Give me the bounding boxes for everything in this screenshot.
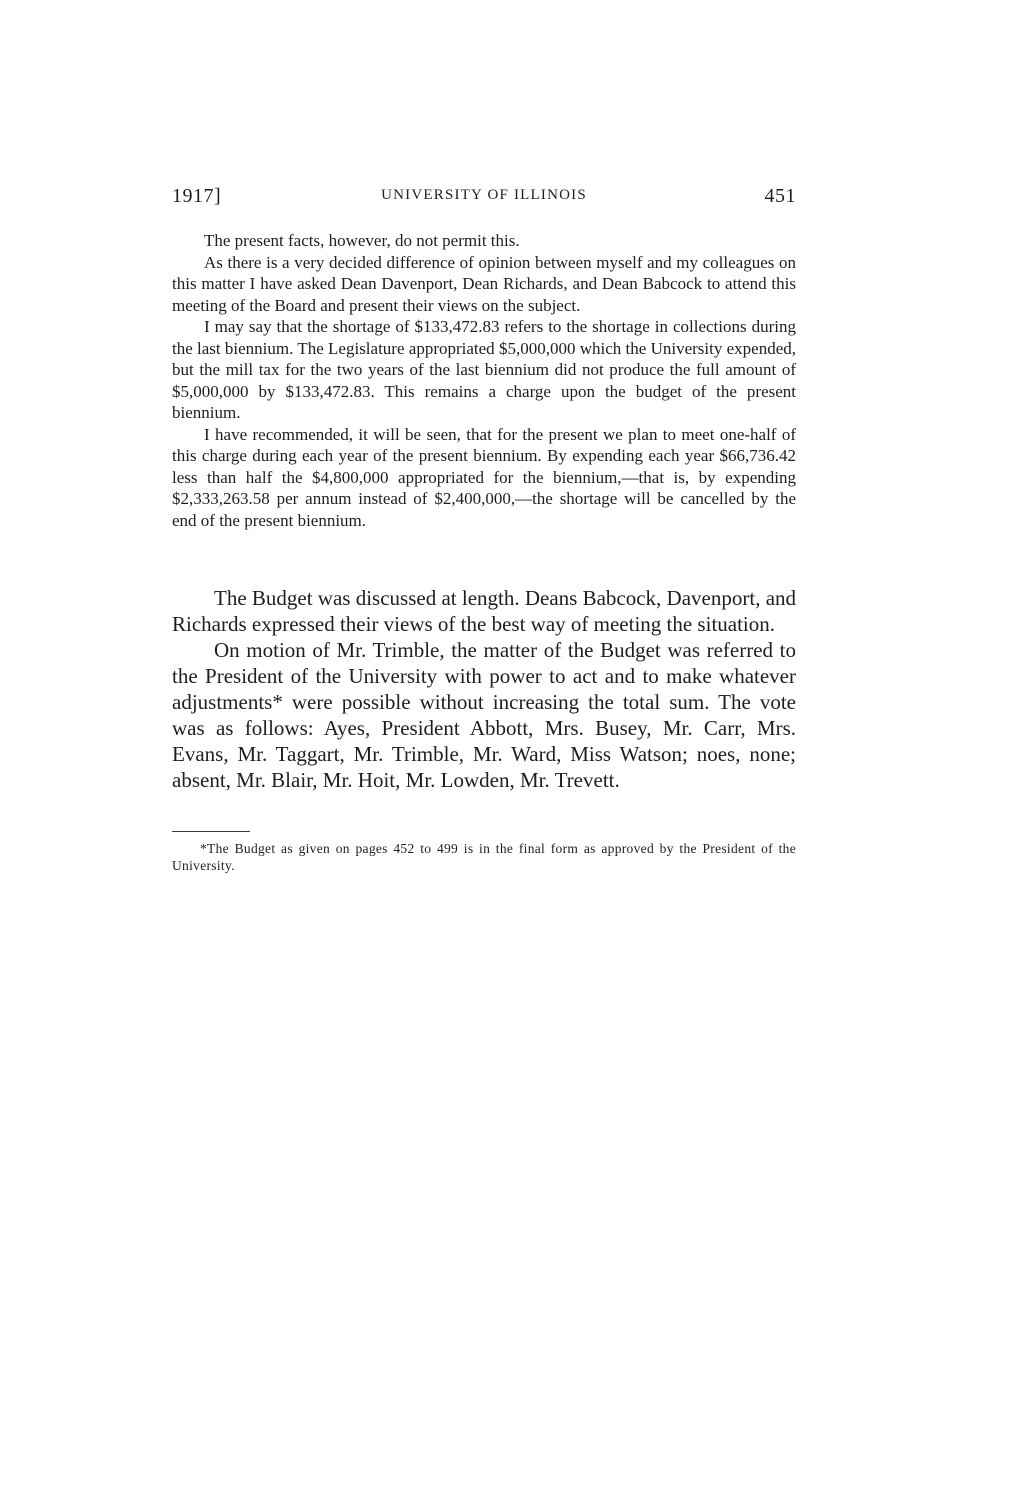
footnote: [172, 840, 796, 874]
minutes-paragraph: On motion of Mr. Trimble, the matter of the Budget was referred to the President of the University with power to act and to make whatever adjustments* were possible without increasing the total sum. The vote was as follows: Ayes, President Abbott, Mrs. Busey, Mr. Carr, Mrs. Evans, Mr. Taggart, Mr. Trimble, Mr. Ward, Miss Watson; noes, none; absent, Mr. Blair, Mr. Hoit, Mr. Lowden, Mr. Trevett.: [172, 638, 796, 792]
footnote-divider: [172, 831, 250, 832]
minutes-paragraph: The Budget was discussed at length. Deans Babcock, Davenport, and Richards expressed their views of the best way of meeting the situation.: [172, 586, 797, 636]
page-number: 451: [764, 185, 796, 207]
minutes-text: [172, 585, 796, 793]
quoted-paragraph: I may say that the shortage of $133,472.83 refers to the shortage in collections during the last biennium. The Legislature appropriated $5,000,000 which the University expended, but the mill tax for the two years of the last biennium did not produce the full amount of $5,000,000 by $133,472.83. This remains a charge upon the budget of the present biennium.: [172, 317, 796, 422]
running-head-title: UNIVERSITY OF ILLINOIS: [381, 187, 587, 203]
quoted-paragraph: The present facts, however, do not permit this.: [204, 231, 520, 250]
footnote-text: *The Budget as given on pages 452 to 499 is in the final form as approved by the President of the University.: [172, 841, 796, 873]
quoted-paragraph: As there is a very decided difference of opinion between myself and my colleagues on this matter I have asked Dean Davenport, Dean Richards, and Dean Babcock to attend this meeting of the Board and present their views on the subject.: [172, 252, 796, 315]
quoted-paragraph: I have recommended, it will be seen, that for the present we plan to meet one-half of this charge during each year of the present biennium. By expending each year $66,736.42 less than half the $4,800,000 appropriated for the biennium,—that is, by expending $2,333,263.58 per annum instead of $2,400,000,—the shortage will be cancelled by the end of the present biennium.: [172, 424, 796, 530]
running-head-year: 1917]: [172, 185, 222, 207]
running-head: [172, 185, 796, 211]
quoted-report-text: [172, 230, 796, 531]
